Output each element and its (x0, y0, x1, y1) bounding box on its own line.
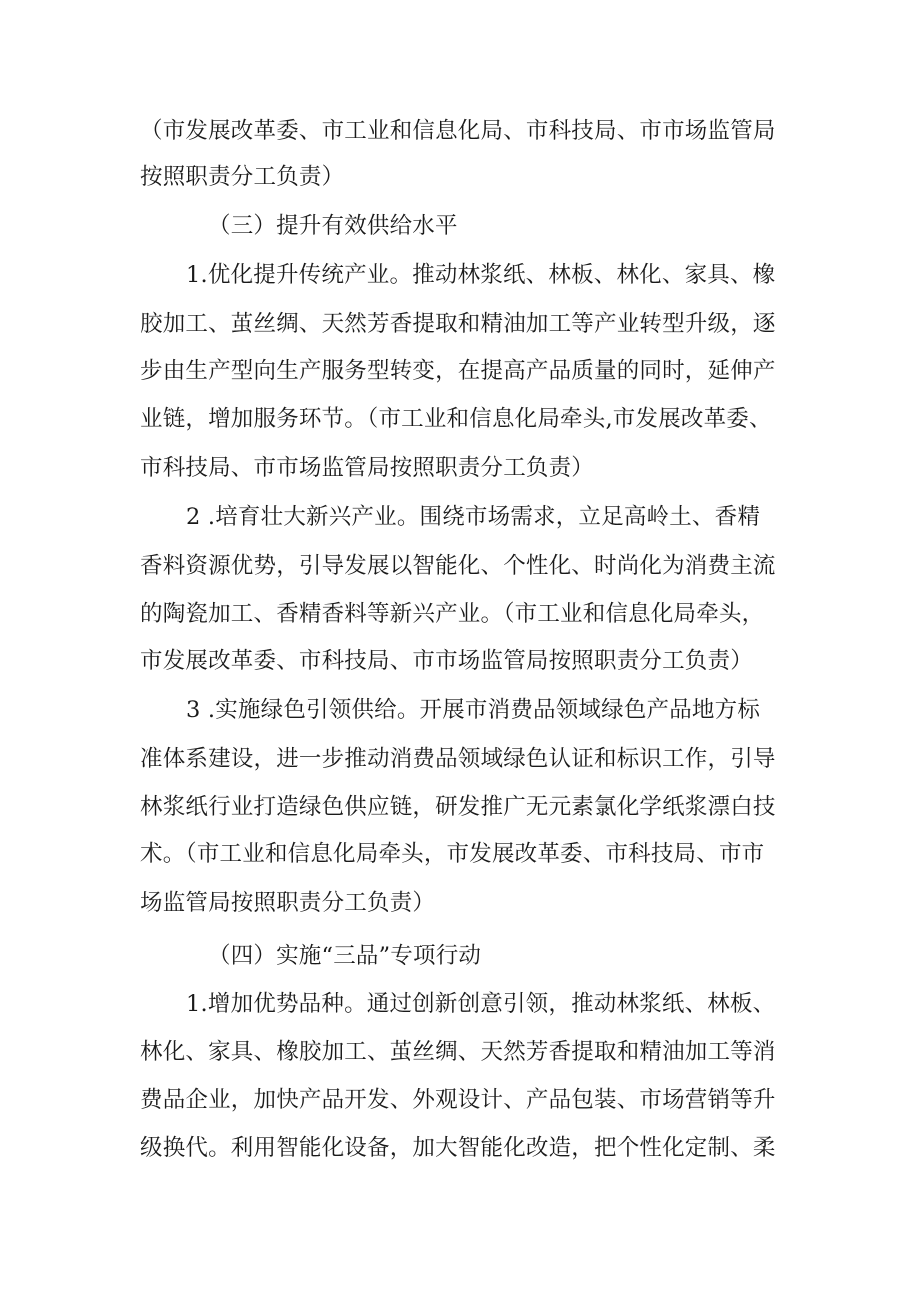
text-line: 业链，增加服务环节。（市工业和信息化局牵头,市发展改革委、 (140, 406, 772, 432)
text-line: 术。（市工业和信息化局牵头，市发展改革委、市科技局、市市 (140, 841, 765, 867)
text-line: 胶加工、茧丝绸、天然芳香提取和精油加工等产业转型升级，逐 (140, 311, 776, 337)
text-line: 香料资源优势，引导发展以智能化、个性化、时尚化为消费主流 (140, 553, 776, 579)
text-line: 1.增加优势品种。通过创新创意引领，推动林浆纸、林板、 (186, 991, 776, 1017)
text-line: 的陶瓷加工、香精香料等新兴产业。（市工业和信息化局牵头， (140, 601, 765, 627)
text-line: 费品企业，加快产品开发、外观设计、产品包装、市场营销等升 (140, 1087, 776, 1113)
section-heading: （四）实施“三品”专项行动 (208, 943, 482, 969)
text-line: 级换代。利用智能化设备，加大智能化改造，把个性化定制、柔 (140, 1135, 776, 1161)
text-line: 市发展改革委、市科技局、市市场监管局按照职责分工负责） (140, 648, 753, 674)
text-line: 按照职责分工负责） (140, 164, 345, 190)
text-line: 3 .实施绿色引领供给。开展市消费品领域绿色产品地方标 (186, 697, 761, 723)
text-line: 1.优化提升传统产业。推动林浆纸、林板、林化、家具、橡 (186, 262, 776, 288)
text-line: 步由生产型向生产服务型转变，在提高产品质量的同时，延伸产 (140, 358, 776, 384)
text-line: （市发展改革委、市工业和信息化局、市科技局、市市场监管局 (140, 118, 776, 144)
text-line: 2 .培育壮大新兴产业。围绕市场需求，立足高岭土、香精 (186, 504, 761, 530)
text-line: 场监管局按照职责分工负责） (140, 890, 436, 916)
text-line: 林化、家具、橡胶加工、茧丝绸、天然芳香提取和精油加工等消 (140, 1039, 776, 1065)
section-heading: （三）提升有效供给水平 (208, 213, 458, 239)
text-line: 林浆纸行业打造绿色供应链，研发推广无元素氯化学纸浆漂白技 (140, 794, 776, 820)
text-line: 市科技局、市市场监管局按照职责分工负责） (140, 455, 595, 481)
text-line: 准体系建设，进一步推动消费品领域绿色认证和标识工作，引导 (140, 746, 776, 772)
